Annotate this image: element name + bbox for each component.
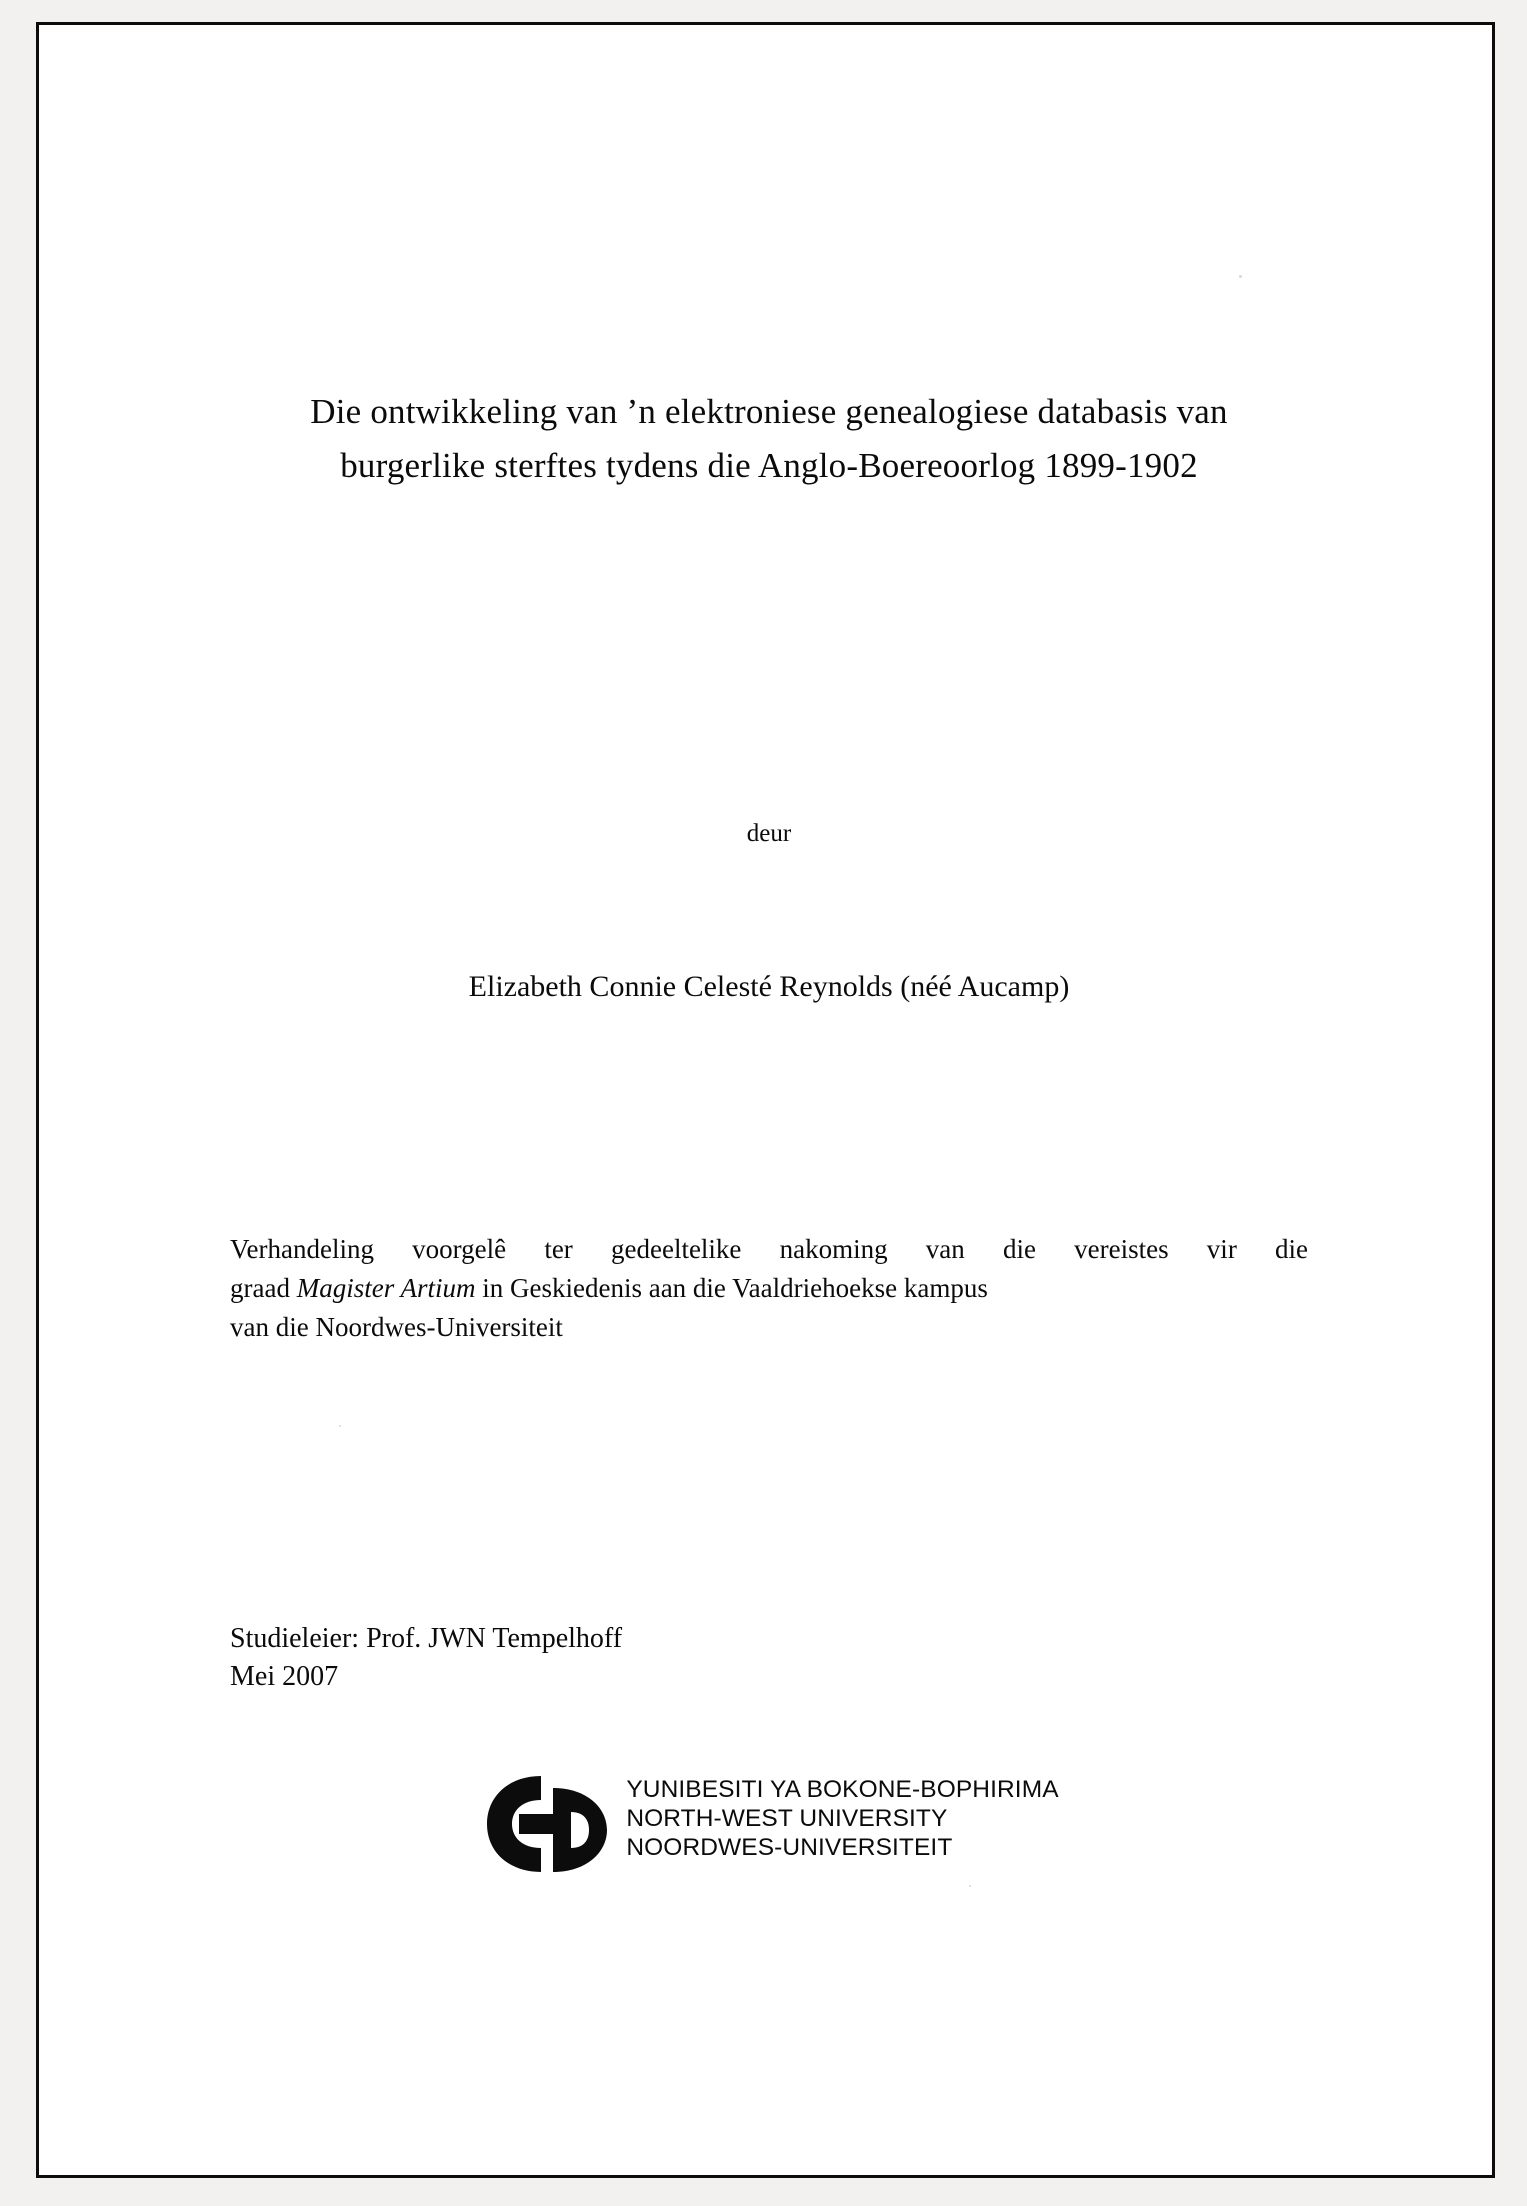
supervisor-line: Studieleier: Prof. JWN Tempelhoff	[230, 1623, 623, 1654]
degree-name: Magister Artium	[296, 1273, 476, 1304]
logo-text-line-3: NOORDWES-UNIVERSITEIT	[626, 1833, 953, 1861]
page-frame	[36, 22, 1495, 2178]
university-logo	[184, 1770, 1354, 1878]
scan-speck	[1239, 275, 1242, 278]
author-name: Elizabeth Connie Celesté Reynolds (néé Aucamp)	[468, 970, 1070, 1003]
supervisor-block	[230, 1620, 1130, 1696]
degree-statement-line-1: Verhandeling voorgelê ter gedeeltelike nakoming van die vereistes vir die	[230, 1234, 1308, 1264]
degree-statement-line-3: van die Noordwes-Universiteit	[230, 1312, 563, 1343]
nwu-mark-icon	[479, 1770, 614, 1878]
date-line: Mei 2007	[230, 1660, 339, 1692]
page-surface	[39, 25, 1492, 2175]
logo-text	[626, 1770, 1058, 1863]
logo-text-line-2: NORTH-WEST UNIVERSITY	[626, 1804, 948, 1832]
degree-statement	[230, 1230, 1308, 1347]
title-line-1: Die ontwikkeling van ’n elektroniese genealogiese databasis van	[310, 392, 1228, 431]
degree-statement-line-2-suffix: in Geskiedenis aan die Vaaldriehoekse kampus	[475, 1273, 988, 1304]
logo-text-line-1: YUNIBESITI YA BOKONE-BOPHIRIMA	[626, 1776, 1059, 1803]
page-title	[184, 385, 1354, 494]
degree-statement-line-2-prefix: graad	[230, 1273, 297, 1304]
scan-speck	[969, 1885, 971, 1887]
title-page-content	[184, 25, 1354, 2175]
by-label: deur	[746, 820, 792, 847]
scan-speck	[339, 1425, 341, 1427]
degree-statement-line-2	[230, 1269, 1308, 1308]
title-line-2: burgerlike sterftes tydens die Anglo-Boereoorlog 1899-1902	[340, 446, 1198, 486]
